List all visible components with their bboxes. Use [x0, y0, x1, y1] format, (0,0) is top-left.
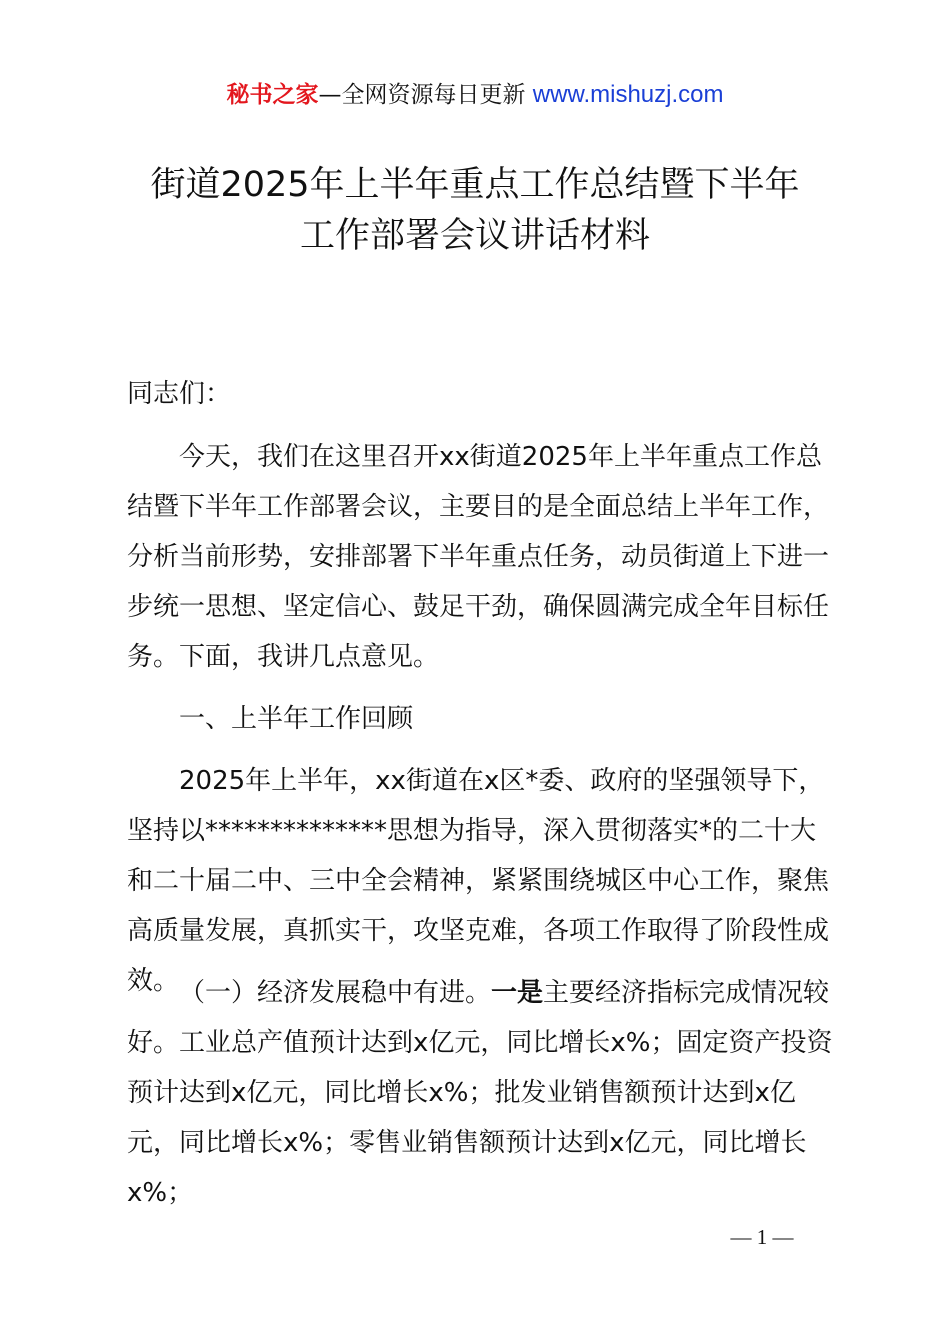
salutation: 同志们：: [127, 379, 232, 409]
title-line-1: 街道2025年上半年重点工作总结暨下半年: [150, 165, 800, 205]
paragraph-intro: 今天，我们在这里召开xx街道2025年上半年重点工作总结暨下半年工作部署会议，主要目的是全面总结上半年工作，分析当前形势，安排部署下半年重点任务，动员街道上下进一步统一思想、坚定信心、鼓足干劲，确保圆满完成全年目标任务。下面，我讲几点意见。: [127, 442, 830, 672]
document-title: [0, 160, 950, 262]
paragraph-economy: [127, 968, 837, 1218]
page-number: — 1 —: [730, 1225, 794, 1249]
site-header: [0, 78, 950, 112]
title-line-2: 工作部署会议讲话材料: [299, 216, 650, 256]
site-url-link[interactable]: www.mishuzj.com: [532, 81, 724, 108]
section-heading-1: 一、上半年工作回顾: [179, 704, 414, 734]
brand-name: 秘书之家: [226, 82, 319, 108]
lead-marker: 一是: [491, 978, 544, 1008]
economy-text: 主要经济指标完成情况较好。工业总产值预计达到x亿元，同比增长x%；固定资产投资预计达到x亿元，同比增长x%；批发业销售额预计达到x亿元，同比增长x%；零售业销售额预计达到x亿元，同比增长x%；: [127, 978, 833, 1208]
paragraph-review: 2025年上半年，xx街道在x区*委、政府的坚强领导下，坚持以**************思想为指导，深入贯彻落实*的二十大和二十届二中、三中全会精神，紧紧围绕城区中心工作，聚焦高质量发展，真抓实干，攻坚克难，各项工作取得了阶段性成效。: [127, 766, 830, 996]
header-tagline: —全网资源每日更新: [318, 82, 533, 108]
subheading-economy: （一）经济发展稳中有进。: [179, 978, 492, 1008]
